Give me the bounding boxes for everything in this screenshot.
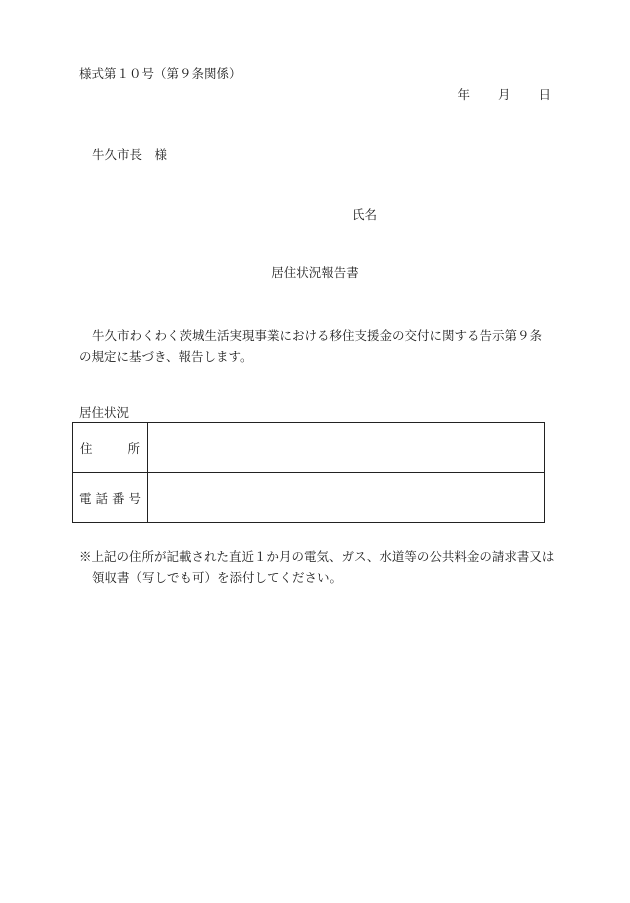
table-row-phone xyxy=(73,473,545,523)
addressee: 牛久市長 様 xyxy=(92,147,168,162)
address-label-char: 住 xyxy=(80,440,93,456)
section-label: 居住状況 xyxy=(79,405,130,420)
date-year: 年 xyxy=(457,87,470,102)
address-label-char: 所 xyxy=(127,440,140,456)
note-line-2: 領収書（写しでも可）を添付してください。 xyxy=(92,570,343,585)
note-line-1: ※上記の住所が記載された直近１か月の電気、ガス、水道等の公共料金の請求書又は xyxy=(79,549,555,564)
phone-label-cell xyxy=(73,473,148,523)
body-text: 牛久市わくわく茨城生活実現事業における移住支援金の交付に関する告示第９条の規定に基づき、報告します。 xyxy=(79,328,543,364)
address-label-cell xyxy=(73,423,148,473)
table-row-address xyxy=(73,423,545,473)
name-label: 氏名 xyxy=(352,207,378,222)
address-value-cell xyxy=(148,423,545,473)
document-title: 居住状況報告書 xyxy=(271,265,359,280)
date-day: 日 xyxy=(538,87,551,102)
phone-label-char: 電 xyxy=(79,490,92,506)
phone-label-char: 号 xyxy=(128,490,141,506)
form-number: 様式第１０号（第９条関係） xyxy=(79,66,242,81)
phone-value-cell xyxy=(148,473,545,523)
date-line xyxy=(457,87,551,102)
phone-label-char: 番 xyxy=(111,490,125,506)
residence-status-table xyxy=(72,422,545,523)
attachment-note xyxy=(79,546,559,588)
date-month: 月 xyxy=(497,87,511,102)
phone-label-char: 話 xyxy=(95,490,108,506)
